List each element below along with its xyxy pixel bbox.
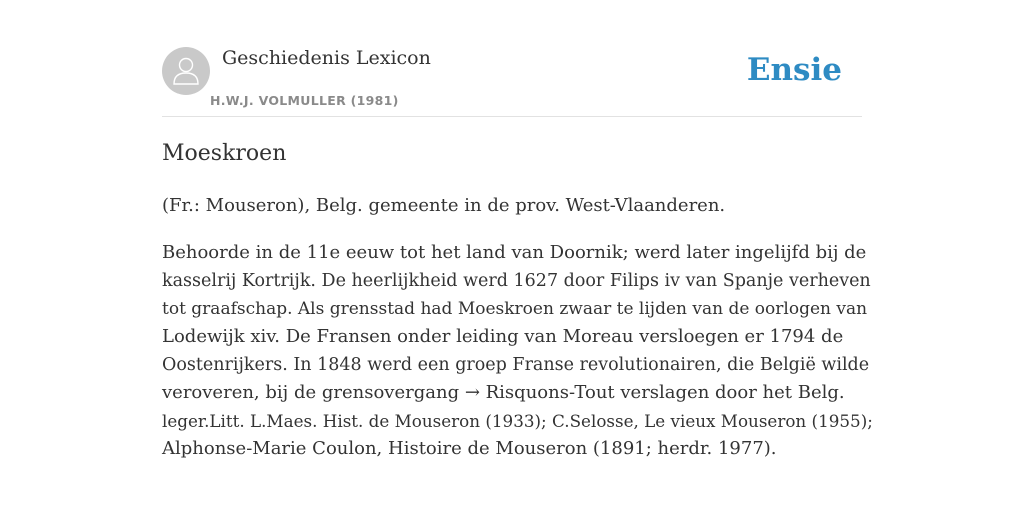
book-title-link[interactable]: Geschiedenis Lexicon: [222, 47, 431, 69]
user-silhouette-icon: [172, 56, 200, 86]
paragraph-line: Alphonse-Marie Coulon, Histoire de Mouseron (1891; herdr. 1977).: [162, 438, 777, 459]
author-avatar[interactable]: [162, 47, 210, 95]
ensie-logo[interactable]: Ensie: [746, 52, 842, 88]
article-paragraph-2: [162, 239, 874, 463]
paragraph-line: Lodewijk xiv. De Fransen onder leiding van Moreau versloegen er 1794 de: [162, 326, 844, 347]
article: [162, 137, 874, 463]
paragraph-line: kasselrij Kortrijk. De heerlijkheid werd 1627 door Filips iv van Spanje verheven: [162, 271, 871, 291]
paragraph-line: leger.Litt. L.Maes. Hist. de Mouseron (1933); C.Selosse, Le vieux Mouseron (1955);: [162, 411, 873, 431]
paragraph-line: Oostenrijkers. In 1848 werd een groep Franse revolutionairen, die België wilde: [162, 355, 870, 375]
author-line[interactable]: H.W.J. VOLMULLER (1981): [210, 93, 399, 108]
paragraph-line-with-link[interactable]: veroveren, bij de grensovergang → Risquons-Tout verslagen door het Belg.: [162, 382, 845, 403]
article-paragraph-1: (Fr.: Mouseron), Belg. gemeente in de prov. West-Vlaanderen.: [162, 195, 726, 216]
paragraph-line: Behoorde in de 11e eeuw tot het land van Doornik; werd later ingelijfd bij de: [162, 242, 867, 263]
page-header: [162, 46, 862, 117]
article-title: Moeskroen: [162, 141, 287, 166]
paragraph-line: tot graafschap. Als grensstad had Moeskroen zwaar te lijden van de oorlogen van: [162, 299, 868, 319]
